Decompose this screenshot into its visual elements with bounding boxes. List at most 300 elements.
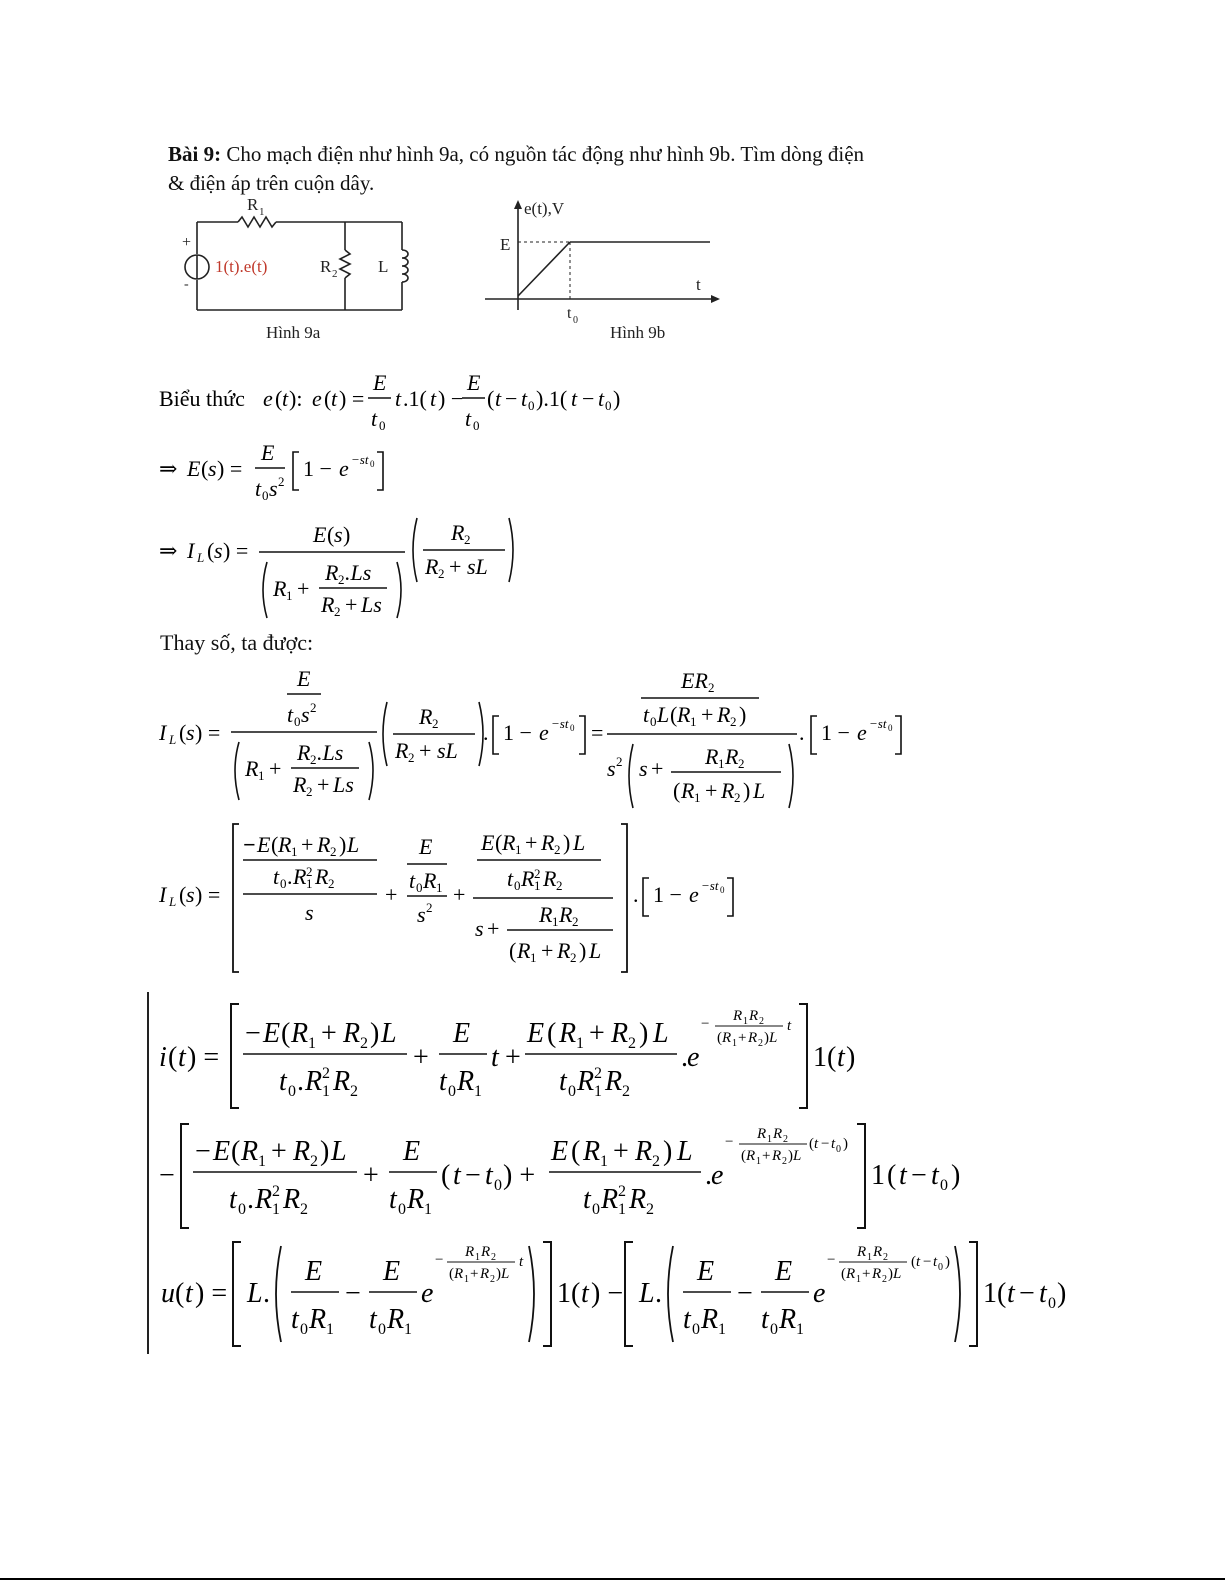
svg-text:t: t: [519, 1254, 524, 1270]
svg-text:1: 1: [308, 1035, 316, 1052]
svg-text:R: R: [465, 1244, 475, 1260]
svg-text:t: t: [185, 1278, 193, 1309]
svg-text:t: t: [643, 702, 650, 727]
svg-text:2: 2: [646, 1201, 654, 1218]
svg-text:0: 0: [494, 1177, 502, 1194]
svg-text:1: 1: [594, 1083, 602, 1100]
svg-text:R: R: [539, 902, 553, 927]
svg-text:L: L: [657, 702, 670, 727]
svg-text:t: t: [571, 386, 578, 411]
svg-text:+: +: [505, 1042, 521, 1073]
svg-text:2: 2: [882, 1274, 887, 1285]
svg-text:s: s: [186, 882, 195, 907]
svg-text:I: I: [187, 538, 195, 563]
svg-text:R: R: [681, 778, 695, 803]
svg-text:−: −: [725, 1134, 734, 1150]
svg-text:L: L: [639, 1278, 655, 1309]
svg-text:t: t: [485, 1160, 493, 1191]
svg-text:2: 2: [310, 700, 317, 715]
svg-text:2: 2: [730, 714, 737, 729]
svg-text:t: t: [287, 702, 294, 727]
svg-text:R: R: [721, 778, 735, 803]
svg-text:R: R: [559, 1018, 577, 1049]
svg-text:−: −: [195, 1136, 211, 1167]
svg-text:): ): [945, 1254, 950, 1270]
svg-text:2: 2: [572, 914, 579, 929]
svg-text:.: .: [655, 1278, 662, 1309]
svg-text:ER: ER: [681, 668, 708, 693]
svg-text:0: 0: [770, 1321, 778, 1338]
svg-text:e: e: [539, 720, 549, 745]
svg-text:+: +: [701, 702, 714, 727]
waveform-figure-9b: [480, 192, 740, 352]
svg-text:(: (: [673, 778, 681, 803]
svg-text:(: (: [841, 1266, 846, 1282]
svg-text:2: 2: [534, 866, 541, 881]
svg-text:+: +: [419, 738, 432, 763]
circuit-figure-9a: [170, 192, 430, 352]
svg-text:L: L: [893, 1266, 902, 1282]
svg-text:(: (: [911, 1254, 916, 1270]
svg-text:E: E: [403, 1136, 421, 1167]
svg-text:−: −: [345, 1278, 361, 1309]
svg-text:(: (: [207, 538, 215, 563]
svg-text:t: t: [1007, 1278, 1015, 1309]
svg-text:R: R: [325, 560, 339, 585]
svg-text:−: −: [159, 1160, 175, 1191]
svg-text:E: E: [313, 522, 327, 547]
svg-text:R: R: [305, 1066, 323, 1097]
svg-text:+: +: [317, 772, 330, 797]
svg-text:) =: ) =: [339, 386, 365, 411]
svg-text:E: E: [527, 1018, 545, 1049]
svg-text:2: 2: [310, 1153, 318, 1170]
svg-text:1: 1: [474, 1083, 482, 1100]
svg-text:E: E: [419, 834, 433, 859]
svg-text:R: R: [733, 1008, 743, 1024]
svg-text:0: 0: [568, 1083, 576, 1100]
svg-text:E: E: [187, 456, 201, 481]
svg-text:R: R: [857, 1244, 867, 1260]
svg-text:): ): [1057, 1278, 1067, 1309]
svg-text:+: +: [449, 554, 462, 579]
svg-text:−: −: [465, 1160, 481, 1191]
svg-text:): ): [343, 522, 351, 547]
svg-text:2: 2: [322, 1065, 330, 1082]
svg-text:2: 2: [490, 1274, 495, 1285]
svg-text:2: 2: [554, 842, 561, 857]
svg-text:1: 1: [258, 1153, 266, 1170]
svg-text:+: +: [363, 1160, 379, 1191]
svg-text:R: R: [725, 744, 739, 769]
svg-text:R: R: [419, 704, 433, 729]
bieu-thuc-label: Biểu thức: [159, 386, 245, 411]
svg-text:+: +: [862, 1266, 871, 1282]
svg-text:2: 2: [594, 1065, 602, 1082]
equation-es: [155, 438, 415, 510]
svg-text:0: 0: [940, 1177, 948, 1194]
source-label: 1(t).e(t): [215, 257, 268, 276]
svg-text:−: −: [243, 832, 256, 857]
svg-text:0: 0: [528, 398, 535, 413]
svg-text:s: s: [475, 916, 484, 941]
svg-text:⇒: ⇒: [159, 538, 178, 563]
equation-et-body: [263, 370, 620, 433]
svg-text:e: e: [857, 720, 867, 745]
svg-text:R: R: [757, 1126, 767, 1142]
svg-text:1: 1: [272, 1201, 280, 1218]
svg-text:L: L: [501, 1266, 510, 1282]
svg-text:1: 1: [718, 756, 725, 771]
svg-text:R: R: [481, 1244, 491, 1260]
svg-text:e: e: [813, 1278, 826, 1309]
svg-text:1 −: 1 −: [653, 882, 682, 907]
svg-text:t: t: [581, 1278, 589, 1309]
svg-text:): ): [743, 778, 751, 803]
t0-sub: 0: [573, 315, 578, 326]
svg-text:R: R: [255, 1184, 273, 1215]
svg-text:E: E: [305, 1256, 323, 1287]
svg-text:0: 0: [398, 1201, 406, 1218]
svg-text:2: 2: [426, 900, 433, 915]
svg-text:R: R: [779, 1304, 797, 1335]
svg-text:): ): [496, 1266, 501, 1282]
svg-text:2: 2: [616, 754, 623, 769]
svg-text:+: +: [271, 1136, 287, 1167]
svg-text:): ): [888, 1266, 893, 1282]
svg-text:.: .: [287, 864, 293, 889]
svg-text:+: +: [613, 1136, 629, 1167]
svg-text:2: 2: [734, 790, 741, 805]
svg-text:0: 0: [262, 488, 269, 503]
svg-text:R: R: [557, 938, 571, 963]
svg-text:2: 2: [491, 1252, 496, 1263]
thay-so-text: Thay số, ta được:: [160, 630, 314, 655]
svg-text:0: 0: [416, 880, 423, 895]
svg-text:t: t: [331, 386, 338, 411]
svg-text:R: R: [748, 1030, 758, 1046]
svg-text:(: (: [281, 1018, 291, 1049]
svg-text:.: .: [247, 1184, 254, 1215]
svg-text:2: 2: [310, 752, 317, 767]
svg-text:(: (: [571, 1136, 581, 1167]
svg-text:) −: ) −: [438, 386, 464, 411]
svg-text:2: 2: [628, 1035, 636, 1052]
svg-text:R: R: [241, 1136, 259, 1167]
svg-text:E: E: [213, 1136, 231, 1167]
svg-text:R: R: [283, 1184, 301, 1215]
svg-text:R: R: [315, 864, 329, 889]
svg-text:R: R: [480, 1266, 490, 1282]
svg-text:R: R: [873, 1244, 883, 1260]
svg-text:0: 0: [650, 714, 657, 729]
svg-text:.Ls: .Ls: [345, 560, 372, 585]
svg-text:): ): [370, 1018, 380, 1049]
svg-text:(: (: [275, 386, 283, 411]
svg-text:e: e: [312, 386, 322, 411]
svg-text:).1(: ).1(: [536, 386, 568, 411]
svg-text:(: (: [201, 456, 209, 481]
svg-text:0: 0: [473, 418, 480, 433]
svg-text:R: R: [273, 576, 287, 601]
svg-text:=: =: [591, 720, 604, 745]
svg-text:L: L: [247, 1278, 263, 1309]
svg-text:(: (: [324, 386, 332, 411]
svg-text:s: s: [305, 900, 314, 925]
svg-text:2: 2: [328, 876, 335, 891]
svg-text:+: +: [413, 1042, 429, 1073]
svg-text:L: L: [169, 732, 177, 747]
svg-text:1: 1: [576, 1035, 584, 1052]
svg-text:I: I: [159, 720, 167, 745]
svg-text:2: 2: [758, 1038, 763, 1049]
svg-text:R: R: [451, 520, 465, 545]
svg-text:0: 0: [370, 459, 375, 469]
svg-text:sL: sL: [467, 554, 488, 579]
svg-text:R: R: [333, 1066, 351, 1097]
svg-text:s: s: [208, 456, 217, 481]
svg-text:s: s: [214, 538, 223, 563]
svg-text:L: L: [677, 1136, 693, 1167]
svg-text:R: R: [541, 830, 555, 855]
svg-text:−: −: [911, 1160, 927, 1191]
svg-text:R: R: [297, 740, 311, 765]
svg-text:t: t: [430, 386, 437, 411]
svg-text:.: .: [705, 1160, 712, 1191]
svg-text:(: (: [509, 938, 517, 963]
svg-text:−st: −st: [869, 716, 887, 731]
svg-text:t: t: [598, 386, 605, 411]
problem-number: Bài 9:: [168, 142, 222, 166]
svg-text:.: .: [681, 1042, 688, 1073]
svg-text:t: t: [495, 386, 502, 411]
svg-text:+: +: [385, 882, 398, 907]
svg-text:s: s: [301, 702, 310, 727]
svg-text:−: −: [821, 1136, 830, 1152]
svg-text:(: (: [175, 1278, 185, 1309]
svg-text:L: L: [653, 1018, 669, 1049]
svg-text:R: R: [677, 702, 691, 727]
svg-text:1: 1: [767, 1134, 772, 1145]
svg-text:+: +: [589, 1018, 605, 1049]
svg-text:R: R: [291, 1018, 309, 1049]
problem-statement: [168, 140, 1068, 198]
svg-text:) =: ) =: [195, 1278, 228, 1309]
svg-text:R: R: [705, 744, 719, 769]
svg-text:−: −: [701, 1016, 710, 1032]
svg-text:t: t: [279, 1066, 287, 1097]
svg-text:+: +: [321, 1018, 337, 1049]
svg-text:2: 2: [432, 716, 439, 731]
problem-text-1: Cho mạch điện như hình 9a, có nguồn tác động như hình 9b. Tìm dòng điện: [226, 142, 865, 166]
svg-text:−st: −st: [551, 716, 569, 731]
svg-text:0: 0: [288, 1083, 296, 1100]
svg-text:R: R: [611, 1018, 629, 1049]
svg-text:+: +: [762, 1148, 771, 1164]
svg-text:t: t: [369, 1304, 377, 1335]
svg-text:+: +: [738, 1030, 747, 1046]
svg-text:u: u: [161, 1278, 175, 1309]
svg-text:R: R: [395, 738, 409, 763]
svg-text:) =: ) =: [223, 538, 249, 563]
svg-text:R: R: [425, 554, 439, 579]
svg-text:): ): [663, 1136, 673, 1167]
svg-text:0: 0: [280, 876, 287, 891]
svg-text:L: L: [589, 938, 602, 963]
svg-text:2: 2: [652, 1153, 660, 1170]
svg-text:t: t: [761, 1304, 769, 1335]
svg-text:2: 2: [338, 572, 345, 587]
svg-text:E: E: [697, 1256, 715, 1287]
svg-text:1: 1: [732, 1038, 737, 1049]
svg-text:I: I: [159, 882, 167, 907]
svg-text:1: 1: [756, 1156, 761, 1167]
svg-text:t: t: [1039, 1278, 1047, 1309]
svg-text:L: L: [169, 894, 177, 909]
svg-text:R: R: [502, 830, 516, 855]
svg-text:2: 2: [330, 844, 337, 859]
svg-text:R: R: [543, 866, 557, 891]
svg-text:1: 1: [322, 1083, 330, 1100]
svg-text:R: R: [245, 756, 259, 781]
svg-text:R: R: [746, 1148, 756, 1164]
svg-text:R: R: [872, 1266, 882, 1282]
svg-text:0: 0: [720, 885, 725, 895]
svg-text:E: E: [775, 1256, 793, 1287]
svg-text:(: (: [547, 1018, 557, 1049]
svg-text:R: R: [701, 1304, 719, 1335]
svg-text:R: R: [583, 1136, 601, 1167]
svg-text:−: −: [923, 1254, 932, 1270]
svg-text:L: L: [381, 1018, 397, 1049]
svg-text:s: s: [269, 476, 278, 501]
caption-9a: Hình 9a: [266, 323, 321, 342]
svg-text:2: 2: [622, 1083, 630, 1100]
svg-text:i: i: [159, 1042, 167, 1073]
svg-text:1: 1: [718, 1321, 726, 1338]
svg-text:2: 2: [738, 756, 745, 771]
svg-text:t: t: [409, 868, 416, 893]
svg-text:(: (: [179, 882, 187, 907]
svg-text:E: E: [467, 370, 481, 395]
svg-text:−st: −st: [701, 878, 719, 893]
svg-text:L: L: [331, 1136, 347, 1167]
svg-text:L: L: [197, 550, 205, 565]
svg-text:R: R: [605, 1066, 623, 1097]
r1-sub: 1: [259, 206, 265, 218]
svg-text:0: 0: [448, 1083, 456, 1100]
svg-text:−: −: [827, 1252, 836, 1268]
svg-text:): ): [579, 938, 587, 963]
svg-text:):: ):: [289, 386, 303, 411]
svg-text:.: .: [483, 720, 489, 745]
svg-text:.: .: [263, 1278, 270, 1309]
svg-text:L: L: [793, 1148, 802, 1164]
svg-text:1: 1: [291, 844, 298, 859]
svg-text:R: R: [559, 902, 573, 927]
svg-text:2: 2: [759, 1016, 764, 1027]
svg-text:1: 1: [600, 1153, 608, 1170]
svg-text:1(: 1(: [557, 1278, 581, 1309]
svg-text:1: 1: [258, 768, 265, 783]
l-label: L: [378, 257, 389, 276]
svg-text:s: s: [186, 720, 195, 745]
svg-text:2: 2: [334, 604, 341, 619]
svg-text:0: 0: [294, 714, 301, 729]
svg-text:t: t: [291, 1304, 299, 1335]
svg-text:t: t: [933, 1254, 938, 1270]
equation-ut: [155, 1236, 1075, 1352]
svg-text:0: 0: [1048, 1295, 1056, 1312]
svg-text:E: E: [383, 1256, 401, 1287]
svg-text:+: +: [705, 778, 718, 803]
svg-text:+: +: [453, 882, 466, 907]
svg-text:1: 1: [464, 1274, 469, 1285]
svg-text:R: R: [521, 866, 535, 891]
svg-text:) =: ) =: [217, 456, 243, 481]
svg-text:+: +: [525, 830, 538, 855]
svg-text:(: (: [495, 830, 503, 855]
svg-text:t: t: [916, 1254, 921, 1270]
svg-text:1 −: 1 −: [303, 456, 332, 481]
svg-text:+: +: [470, 1266, 479, 1282]
svg-text:+: +: [269, 756, 282, 781]
svg-text:1: 1: [404, 1321, 412, 1338]
margin-rule: [147, 992, 149, 1354]
svg-text:1: 1: [796, 1321, 804, 1338]
svg-text:0: 0: [514, 878, 521, 893]
svg-text:(: (: [441, 1160, 451, 1191]
svg-text:+: +: [541, 938, 554, 963]
svg-text:R: R: [577, 1066, 595, 1097]
svg-text:e: e: [687, 1042, 700, 1073]
svg-text:t: t: [371, 406, 378, 431]
svg-text:1: 1: [534, 878, 541, 893]
svg-text:R: R: [278, 832, 292, 857]
svg-text:): ): [639, 1018, 649, 1049]
equation-ils-substituted: [155, 664, 915, 814]
svg-text:R: R: [629, 1184, 647, 1215]
svg-text:t: t: [491, 1042, 499, 1073]
svg-text:t: t: [255, 476, 262, 501]
svg-text:2: 2: [408, 750, 415, 765]
svg-text:0: 0: [692, 1321, 700, 1338]
problem-line-2: & điện áp trên cuộn dây.: [168, 171, 375, 195]
svg-text:): ): [339, 832, 347, 857]
svg-text:L: L: [573, 830, 586, 855]
svg-text:e: e: [263, 386, 273, 411]
svg-text:R: R: [635, 1136, 653, 1167]
svg-text:L: L: [769, 1030, 778, 1046]
svg-text:): ): [563, 830, 571, 855]
svg-text:R: R: [717, 702, 731, 727]
svg-text:2: 2: [306, 864, 313, 879]
svg-text:t: t: [178, 1042, 186, 1073]
svg-text:1: 1: [424, 1201, 432, 1218]
svg-text:R: R: [517, 938, 531, 963]
svg-text:E: E: [551, 1136, 569, 1167]
svg-text:0: 0: [379, 418, 386, 433]
svg-text:t: t: [931, 1160, 939, 1191]
svg-text:): ): [788, 1148, 793, 1164]
svg-text:.: .: [633, 882, 639, 907]
svg-text:1: 1: [690, 714, 697, 729]
svg-text:(: (: [231, 1136, 241, 1167]
svg-text:−: −: [245, 1018, 261, 1049]
source-minus-sign: -: [184, 277, 189, 292]
svg-text:e: e: [689, 882, 699, 907]
svg-text:(: (: [887, 1160, 897, 1191]
